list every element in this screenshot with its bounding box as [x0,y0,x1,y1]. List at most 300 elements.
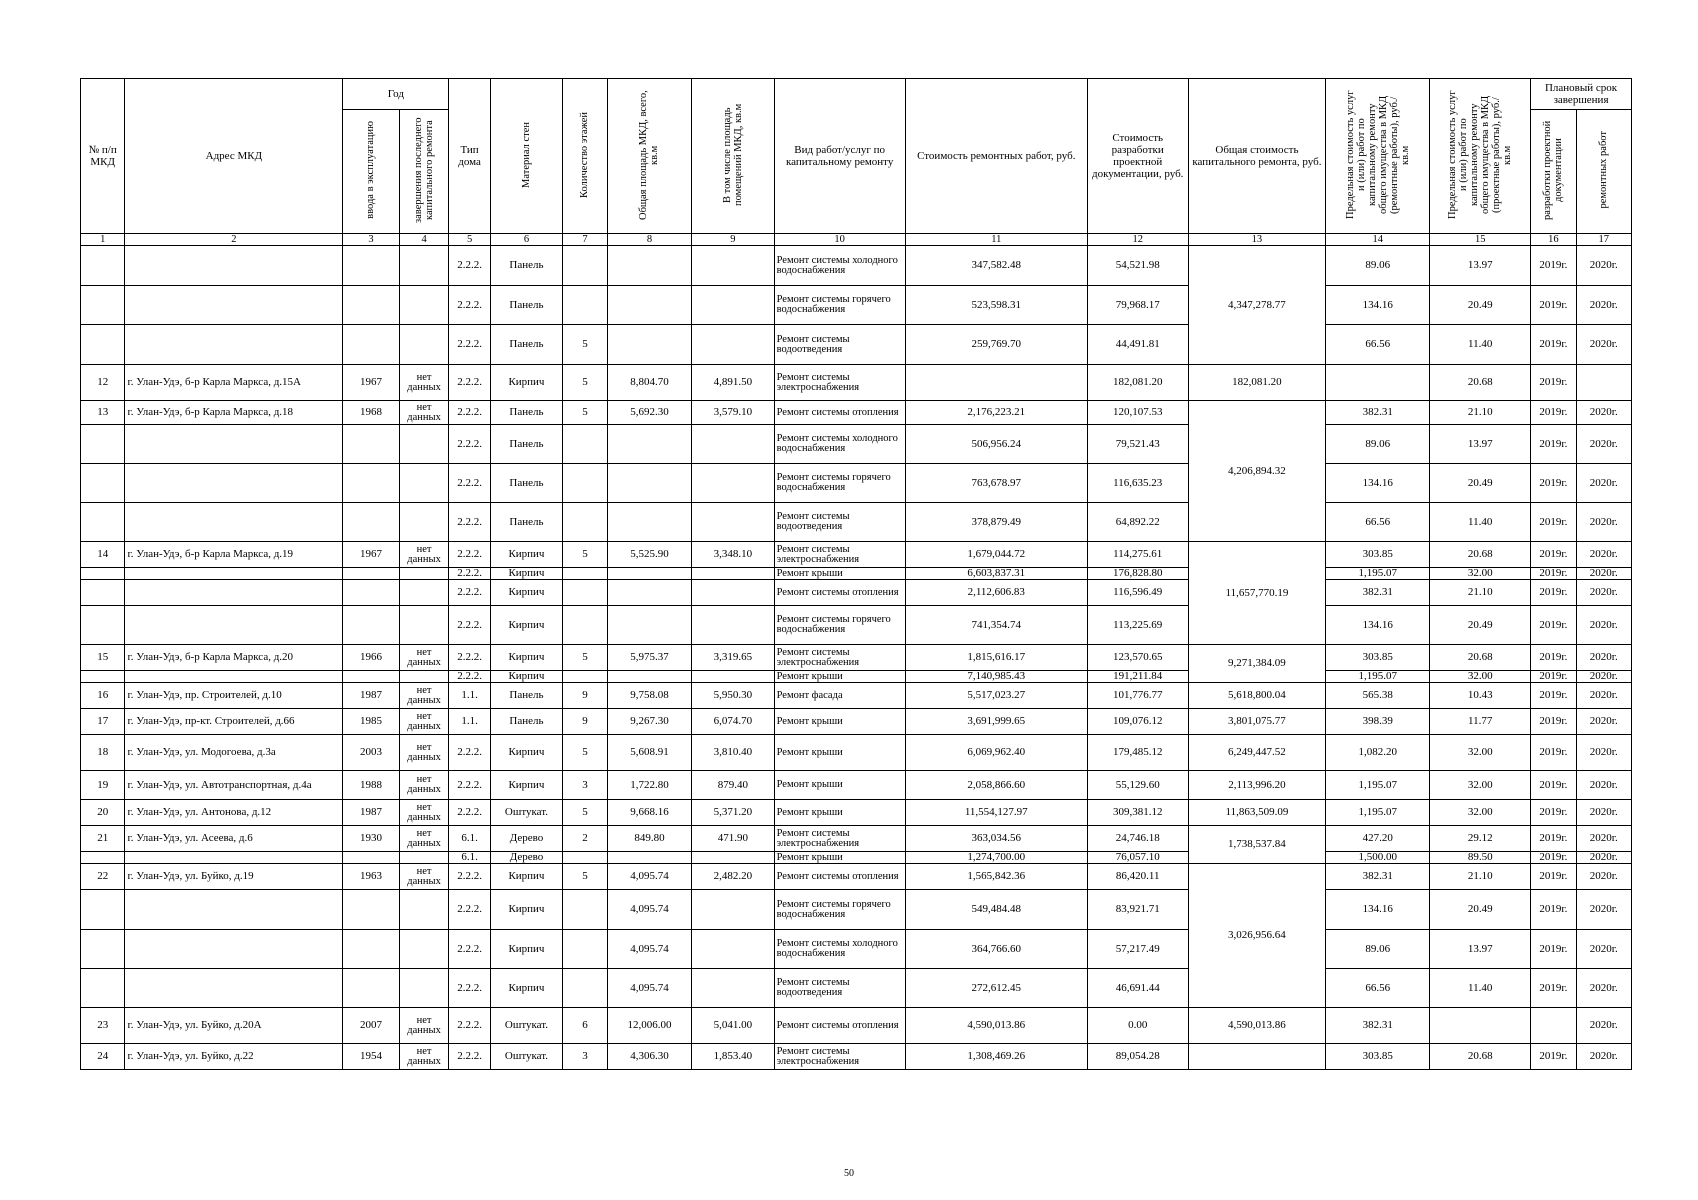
table-row [81,735,1632,771]
year-built-cell: 1968 [343,401,399,425]
project-cost-cell: 116,635.23 [1087,464,1188,503]
last-repair-cell: нет данных [399,709,449,735]
floors-cell [563,503,607,542]
project-limit-cell: 20.49 [1430,606,1531,645]
repair-table [80,78,1632,1070]
total-area-cell: 4,095.74 [607,930,692,969]
project-limit-cell: 29.12 [1430,826,1531,852]
house-type-cell: 2.2.2. [449,325,490,365]
table-row [81,771,1632,800]
year-built-cell [343,671,399,683]
floors-cell: 2 [563,826,607,852]
floors-cell: 5 [563,864,607,890]
address-cell [125,852,343,864]
row-number [81,246,125,286]
year-built-cell [343,930,399,969]
column-number: 13 [1188,234,1326,246]
premises-area-cell: 5,371.20 [692,800,774,826]
repair-cost-cell: 1,679,044.72 [905,542,1087,568]
header-col-10: Вид работ/услуг по капитальному ремонту [774,79,905,234]
repair-limit-cell: 1,195.07 [1326,800,1430,826]
header-col-9: В том числе площадь помещений МКД, кв.м [692,79,774,234]
repair-deadline-cell: 2020г. [1576,890,1631,930]
project-cost-cell: 123,570.65 [1087,645,1188,671]
repair-limit-cell: 1,195.07 [1326,771,1430,800]
row-number: 13 [81,401,125,425]
year-built-cell [343,286,399,325]
total-area-cell: 9,267.30 [607,709,692,735]
premises-area-cell [692,969,774,1008]
table-body [81,246,1632,1070]
project-deadline-cell: 2019г. [1531,735,1577,771]
premises-area-cell: 1,853.40 [692,1044,774,1070]
year-built-cell [343,425,399,464]
work-type-cell: Ремонт крыши [774,800,905,826]
project-limit-cell: 13.97 [1430,246,1531,286]
address-cell: г. Улан-Удэ, ул. Автотранспортная, д.4а [125,771,343,800]
total-cost-cell: 2,113,996.20 [1188,771,1326,800]
address-cell [125,325,343,365]
project-deadline-cell: 2019г. [1531,580,1577,606]
wall-material-cell: Кирпич [490,671,563,683]
repair-limit-cell: 398.39 [1326,709,1430,735]
floors-cell: 5 [563,542,607,568]
last-repair-cell [399,325,449,365]
work-type-cell: Ремонт системы электроснабжения [774,826,905,852]
last-repair-cell: нет данных [399,365,449,401]
address-cell: г. Улан-Удэ, б-р Карла Маркса, д.20 [125,645,343,671]
total-cost-cell: 5,618,800.04 [1188,683,1326,709]
work-type-cell: Ремонт системы водоотведения [774,325,905,365]
repair-deadline-cell: 2020г. [1576,645,1631,671]
year-built-cell: 2003 [343,735,399,771]
wall-material-cell: Панель [490,286,563,325]
address-cell: г. Улан-Удэ, ул. Буйко, д.19 [125,864,343,890]
row-number [81,286,125,325]
year-built-cell: 1987 [343,683,399,709]
row-number [81,890,125,930]
wall-material-cell: Панель [490,709,563,735]
work-type-cell: Ремонт крыши [774,735,905,771]
table-row [81,286,1632,325]
repair-limit-cell: 382.31 [1326,1008,1430,1044]
repair-limit-cell: 134.16 [1326,606,1430,645]
repair-limit-cell: 565.38 [1326,683,1430,709]
wall-material-cell: Кирпич [490,864,563,890]
row-number [81,464,125,503]
wall-material-cell: Кирпич [490,735,563,771]
row-number [81,325,125,365]
address-cell [125,930,343,969]
repair-deadline-cell: 2020г. [1576,606,1631,645]
total-area-cell [607,503,692,542]
repair-cost-cell: 378,879.49 [905,503,1087,542]
repair-cost-cell: 2,112,606.83 [905,580,1087,606]
year-built-cell [343,568,399,580]
repair-limit-cell: 1,195.07 [1326,568,1430,580]
floors-cell [563,606,607,645]
floors-cell [563,425,607,464]
project-limit-cell: 32.00 [1430,568,1531,580]
project-limit-cell: 20.68 [1430,645,1531,671]
premises-area-cell [692,852,774,864]
column-number: 9 [692,234,774,246]
address-cell [125,503,343,542]
house-type-cell: 2.2.2. [449,969,490,1008]
wall-material-cell: Кирпич [490,580,563,606]
row-number [81,852,125,864]
project-cost-cell: 0.00 [1087,1008,1188,1044]
last-repair-cell [399,568,449,580]
repair-cost-cell: 259,769.70 [905,325,1087,365]
last-repair-cell: нет данных [399,800,449,826]
repair-limit-cell: 66.56 [1326,969,1430,1008]
project-cost-cell: 46,691.44 [1087,969,1188,1008]
repair-limit-cell: 382.31 [1326,401,1430,425]
project-deadline-cell: 2019г. [1531,645,1577,671]
repair-cost-cell: 2,176,223.21 [905,401,1087,425]
project-limit-cell: 32.00 [1430,671,1531,683]
house-type-cell: 2.2.2. [449,1044,490,1070]
last-repair-cell: нет данных [399,771,449,800]
project-cost-cell: 114,275.61 [1087,542,1188,568]
work-type-cell: Ремонт системы горячего водоснабжения [774,464,905,503]
table-row [81,568,1632,580]
project-cost-cell: 116,596.49 [1087,580,1188,606]
work-type-cell: Ремонт системы холодного водоснабжения [774,930,905,969]
total-cost-cell: 9,271,384.09 [1188,645,1326,683]
work-type-cell: Ремонт системы водоотведения [774,503,905,542]
project-cost-cell: 179,485.12 [1087,735,1188,771]
repair-deadline-cell: 2020г. [1576,1008,1631,1044]
last-repair-cell [399,671,449,683]
address-cell: г. Улан-Удэ, б-р Карла Маркса, д.18 [125,401,343,425]
row-number [81,580,125,606]
address-cell: г. Улан-Удэ, ул. Модогоева, д.3а [125,735,343,771]
address-cell: г. Улан-Удэ, пр. Строителей, д.10 [125,683,343,709]
repair-deadline-cell: 2020г. [1576,771,1631,800]
work-type-cell: Ремонт системы водоотведения [774,969,905,1008]
repair-deadline-cell: 2020г. [1576,709,1631,735]
last-repair-cell: нет данных [399,645,449,671]
column-number: 16 [1531,234,1577,246]
project-deadline-cell: 2019г. [1531,425,1577,464]
column-number: 12 [1087,234,1188,246]
project-cost-cell: 24,746.18 [1087,826,1188,852]
project-cost-cell: 79,968.17 [1087,286,1188,325]
repair-limit-cell: 382.31 [1326,580,1430,606]
house-type-cell: 2.2.2. [449,503,490,542]
row-number [81,503,125,542]
work-type-cell: Ремонт системы отопления [774,1008,905,1044]
last-repair-cell [399,246,449,286]
floors-cell: 3 [563,771,607,800]
project-cost-cell: 44,491.81 [1087,325,1188,365]
floors-cell: 5 [563,645,607,671]
year-built-cell: 1967 [343,542,399,568]
project-deadline-cell: 2019г. [1531,683,1577,709]
total-cost-cell: 4,347,278.77 [1188,246,1326,365]
house-type-cell: 2.2.2. [449,580,490,606]
address-cell [125,890,343,930]
work-type-cell: Ремонт системы электроснабжения [774,1044,905,1070]
total-area-cell [607,425,692,464]
work-type-cell: Ремонт системы электроснабжения [774,542,905,568]
total-cost-cell: 182,081.20 [1188,365,1326,401]
floors-cell: 3 [563,1044,607,1070]
work-type-cell: Ремонт крыши [774,568,905,580]
year-built-cell: 1966 [343,645,399,671]
project-deadline-cell: 2019г. [1531,325,1577,365]
address-cell: г. Улан-Удэ, пр-кт. Строителей, д.66 [125,709,343,735]
total-cost-cell: 6,249,447.52 [1188,735,1326,771]
column-number: 17 [1576,234,1631,246]
repair-cost-cell: 763,678.97 [905,464,1087,503]
repair-cost-cell: 5,517,023.27 [905,683,1087,709]
repair-deadline-cell: 2020г. [1576,401,1631,425]
last-repair-cell: нет данных [399,826,449,852]
repair-deadline-cell: 2020г. [1576,683,1631,709]
house-type-cell: 2.2.2. [449,671,490,683]
column-number: 2 [125,234,343,246]
repair-limit-cell: 66.56 [1326,325,1430,365]
total-area-cell: 9,758.08 [607,683,692,709]
house-type-cell: 2.2.2. [449,890,490,930]
project-limit-cell: 11.40 [1430,503,1531,542]
row-number [81,425,125,464]
premises-area-cell [692,606,774,645]
repair-limit-cell [1326,365,1430,401]
floors-cell [563,930,607,969]
house-type-cell: 2.2.2. [449,645,490,671]
column-number: 11 [905,234,1087,246]
project-cost-cell: 182,081.20 [1087,365,1188,401]
repair-deadline-cell: 2020г. [1576,286,1631,325]
last-repair-cell: нет данных [399,864,449,890]
table-row [81,852,1632,864]
premises-area-cell: 3,348.10 [692,542,774,568]
total-area-cell [607,568,692,580]
repair-deadline-cell: 2020г. [1576,246,1631,286]
total-cost-cell [1188,1044,1326,1070]
repair-deadline-cell: 2020г. [1576,800,1631,826]
year-built-cell [343,246,399,286]
repair-cost-cell: 347,582.48 [905,246,1087,286]
premises-area-cell: 5,950.30 [692,683,774,709]
project-limit-cell: 32.00 [1430,735,1531,771]
house-type-cell: 2.2.2. [449,800,490,826]
column-number: 7 [563,234,607,246]
house-type-cell: 6.1. [449,852,490,864]
repair-limit-cell: 303.85 [1326,645,1430,671]
premises-area-cell [692,890,774,930]
total-area-cell: 4,095.74 [607,890,692,930]
project-cost-cell: 113,225.69 [1087,606,1188,645]
total-area-cell: 4,306.30 [607,1044,692,1070]
repair-limit-cell: 1,195.07 [1326,671,1430,683]
floors-cell [563,464,607,503]
project-limit-cell: 32.00 [1430,800,1531,826]
work-type-cell: Ремонт системы горячего водоснабжения [774,606,905,645]
header-col-2: Адрес МКД [125,79,343,234]
floors-cell [563,890,607,930]
repair-deadline-cell: 2020г. [1576,930,1631,969]
house-type-cell: 1.1. [449,683,490,709]
project-deadline-cell: 2019г. [1531,568,1577,580]
project-limit-cell: 89.50 [1430,852,1531,864]
project-deadline-cell: 2019г. [1531,401,1577,425]
house-type-cell: 2.2.2. [449,568,490,580]
total-area-cell: 1,722.80 [607,771,692,800]
repair-limit-cell: 382.31 [1326,864,1430,890]
work-type-cell: Ремонт крыши [774,771,905,800]
wall-material-cell: Кирпич [490,969,563,1008]
project-limit-cell: 21.10 [1430,580,1531,606]
floors-cell [563,568,607,580]
work-type-cell: Ремонт системы холодного водоснабжения [774,246,905,286]
total-cost-cell: 11,863,509.09 [1188,800,1326,826]
premises-area-cell: 471.90 [692,826,774,852]
header-col-15: Предельная стоимость услуг и (или) работ по капитальному ремонту общего имущества в МКД (проектные работы), руб./кв.м [1430,79,1531,234]
work-type-cell: Ремонт системы отопления [774,401,905,425]
address-cell [125,969,343,1008]
premises-area-cell [692,671,774,683]
last-repair-cell: нет данных [399,401,449,425]
premises-area-cell [692,425,774,464]
repair-limit-cell: 1,082.20 [1326,735,1430,771]
column-number: 8 [607,234,692,246]
premises-area-cell [692,286,774,325]
header-col-7: Количество этажей [563,79,607,234]
premises-area-cell: 3,810.40 [692,735,774,771]
address-cell [125,580,343,606]
project-deadline-cell [1531,1008,1577,1044]
repair-deadline-cell: 2020г. [1576,542,1631,568]
project-cost-cell: 89,054.28 [1087,1044,1188,1070]
total-area-cell [607,464,692,503]
total-area-cell: 4,095.74 [607,969,692,1008]
premises-area-cell: 6,074.70 [692,709,774,735]
project-cost-cell: 64,892.22 [1087,503,1188,542]
total-area-cell: 8,804.70 [607,365,692,401]
last-repair-cell [399,606,449,645]
repair-limit-cell: 89.06 [1326,425,1430,464]
wall-material-cell: Кирпич [490,542,563,568]
table-row [81,425,1632,464]
repair-limit-cell: 303.85 [1326,1044,1430,1070]
project-limit-cell: 10.43 [1430,683,1531,709]
house-type-cell: 2.2.2. [449,464,490,503]
address-cell: г. Улан-Удэ, ул. Антонова, д.12 [125,800,343,826]
header-col-13: Общая стоимость капитального ремонта, руб. [1188,79,1326,234]
year-built-cell: 1930 [343,826,399,852]
premises-area-cell [692,325,774,365]
year-built-cell [343,606,399,645]
repair-cost-cell: 272,612.45 [905,969,1087,1008]
project-deadline-cell: 2019г. [1531,852,1577,864]
floors-cell [563,580,607,606]
column-number: 6 [490,234,563,246]
work-type-cell: Ремонт системы отопления [774,864,905,890]
year-built-cell: 1985 [343,709,399,735]
project-cost-cell: 120,107.53 [1087,401,1188,425]
header-col-3: ввода в эксплуатацию [343,110,399,234]
last-repair-cell: нет данных [399,542,449,568]
repair-limit-cell: 303.85 [1326,542,1430,568]
total-area-cell [607,852,692,864]
total-cost-cell: 1,738,537.84 [1188,826,1326,864]
total-cost-cell: 4,206,894.32 [1188,401,1326,542]
table-row [81,1008,1632,1044]
repair-cost-cell: 549,484.48 [905,890,1087,930]
row-number: 17 [81,709,125,735]
row-number: 18 [81,735,125,771]
header-col-16: разработки проектной документации [1531,110,1577,234]
table-row [81,864,1632,890]
repair-deadline-cell: 2020г. [1576,852,1631,864]
work-type-cell: Ремонт фасада [774,683,905,709]
project-deadline-cell: 2019г. [1531,671,1577,683]
project-cost-cell: 57,217.49 [1087,930,1188,969]
table-row [81,365,1632,401]
floors-cell [563,969,607,1008]
repair-deadline-cell: 2020г. [1576,826,1631,852]
last-repair-cell: нет данных [399,735,449,771]
row-number: 16 [81,683,125,709]
project-cost-cell: 176,828.80 [1087,568,1188,580]
project-cost-cell: 55,129.60 [1087,771,1188,800]
column-number: 5 [449,234,490,246]
project-limit-cell: 11.40 [1430,969,1531,1008]
year-built-cell [343,852,399,864]
last-repair-cell [399,503,449,542]
project-limit-cell [1430,1008,1531,1044]
repair-limit-cell: 66.56 [1326,503,1430,542]
total-area-cell [607,671,692,683]
address-cell: г. Улан-Удэ, б-р Карла Маркса, д.19 [125,542,343,568]
wall-material-cell: Кирпич [490,606,563,645]
project-deadline-cell: 2019г. [1531,606,1577,645]
work-type-cell: Ремонт системы электроснабжения [774,645,905,671]
table-row [81,325,1632,365]
total-area-cell: 9,668.16 [607,800,692,826]
floors-cell [563,286,607,325]
project-limit-cell: 20.68 [1430,365,1531,401]
header-col-11: Стоимость ремонтных работ, руб. [905,79,1087,234]
row-number: 23 [81,1008,125,1044]
work-type-cell: Ремонт системы холодного водоснабжения [774,425,905,464]
repair-limit-cell: 134.16 [1326,464,1430,503]
address-cell: г. Улан-Удэ, ул. Асеева, д.6 [125,826,343,852]
wall-material-cell: Кирпич [490,365,563,401]
total-area-cell [607,606,692,645]
work-type-cell: Ремонт системы горячего водоснабжения [774,286,905,325]
table-row [81,542,1632,568]
project-limit-cell: 20.49 [1430,890,1531,930]
row-number: 20 [81,800,125,826]
work-type-cell: Ремонт системы горячего водоснабжения [774,890,905,930]
address-cell: г. Улан-Удэ, ул. Буйко, д.22 [125,1044,343,1070]
last-repair-cell [399,286,449,325]
project-limit-cell: 20.68 [1430,542,1531,568]
wall-material-cell: Дерево [490,826,563,852]
year-built-cell [343,969,399,1008]
table-row [81,503,1632,542]
year-built-cell [343,325,399,365]
repair-deadline-cell: 2020г. [1576,568,1631,580]
project-limit-cell: 20.49 [1430,464,1531,503]
repair-cost-cell: 1,565,842.36 [905,864,1087,890]
